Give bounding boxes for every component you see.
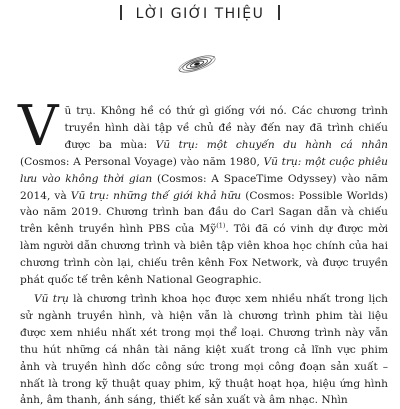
italic-title: Vũ trụ: những thế giới khả hữu [70, 189, 242, 202]
paragraph-1 [18, 94, 389, 289]
italic-title: Vũ trụ: một cuộc phiêu lưu vào không thời gian [20, 155, 388, 185]
paragraph-2 [20, 291, 388, 409]
spiral-galaxy-icon [174, 48, 220, 80]
article-body [18, 94, 389, 409]
chapter-title: LỜI GIỚI THIỆU [135, 6, 265, 22]
text-run: . Tôi đã có vinh dự được mời làm người dẫn chương trình và biên tập viên khoa học chính của hai chương trình còn lại, chiếu trên kênh Fox Network, và được truyền phát quốc tế trên kênh National Geographic. [20, 223, 388, 287]
text-run: (Cosmos: Possible Worlds) vào năm 2019. Chương trình ban đầu do Carl Sagan dẫn và chiếu trên kênh truyền hình PBS của Mỹ [20, 189, 388, 236]
italic-title: Vũ trụ: một chuyến du hành cá nhân [155, 138, 388, 151]
header-left-bar [120, 5, 122, 20]
italic-title: Vũ trụ [34, 292, 69, 305]
text-run: (Cosmos: A SpaceTime Odyssey) vào năm 2014, và [20, 172, 389, 202]
drop-cap: V [18, 94, 59, 159]
header-right-bar [278, 5, 280, 20]
text-run: (Cosmos: A Personal Voyage) vào năm 1980, [20, 155, 264, 168]
text-run: là chương trình khoa học được xem nhiều nhất trong lịch sử ngành truyền hình, và hiện vẫn là chương trình phim tài liệu được xem nhiều nhất xét trong mọi thể loại. Chương trình này vẫn thu hút những cá nhân tài năng kiệt xuất trong cả lĩnh vực phim ảnh và truyền hình dốc công sức trong mọi công đoạn sản xuất – nhất là trong kỹ thuật quay phim, kỹ thuật hoạt họa, hiệu ứng hình ảnh, âm thanh, ánh sáng, thiết kế sản xuất và âm nhạc. Nhìn [20, 292, 388, 407]
text-run: ũ trụ. Không hề có thứ gì giống với nó. Các chương trình truyền hình dài tập về chủ đề này đến nay đã trình chiếu được ba mùa: [64, 105, 388, 151]
footnote-marker[interactable]: (1) [216, 221, 226, 230]
chapter-header [0, 4, 400, 24]
